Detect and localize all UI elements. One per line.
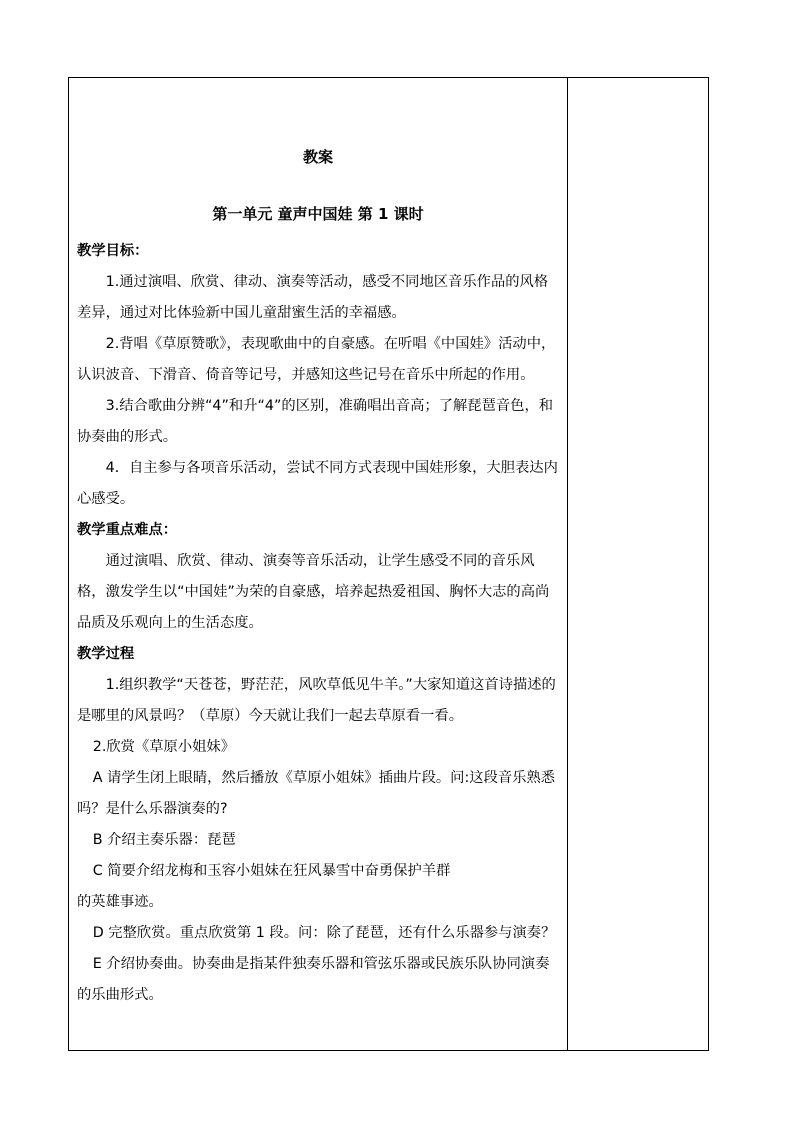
process-substep: C 简要介绍龙梅和玉容小姐妹在狂风暴雪中奋勇保护羊群 [92,863,451,879]
process-step: 2.欣赏《草原小姐妹》 [92,739,236,755]
process-substep: D 完整欣赏。重点欣赏第 1 段。问：除了琵琶，还有什么乐器参与演奏？ [92,925,556,941]
objective-item: 2.背唱《草原赞歌》，表现歌曲中的自豪感。在听唱《中国娃》活动中，认识波音、下滑音、倚音等记号，并感知这些记号在音乐中所起的作用。 [77,336,556,383]
objective-item: 3.结合歌曲分辨“4”和升“4”的区别，准确唱出音高；了解琵琶音色，和协奏曲的形式。 [77,398,554,445]
doc-title: 教案 [302,148,333,166]
lesson-plan-table [68,77,709,1051]
lesson-body [77,236,559,1011]
process-substep-continued: 的英雄事迹。 [77,894,163,910]
process-substep: E 介绍协奏曲。协奏曲是指某件独奏乐器和管弦乐器或民族乐队协同演奏的乐曲形式。 [77,956,550,1003]
process-substep: A 请学生闭上眼睛，然后播放《草原小姐妹》插曲片段。问:这段音乐熟悉吗？是什么乐器演奏的? [77,770,556,817]
objective-item: 4．自主参与各项音乐活动，尝试不同方式表现中国娃形象，大胆表达内心感受。 [77,460,558,507]
process-step: 1.组织教学“天苍苍，野茫茫，风吹草低见牛羊。”大家知道这首诗描述的是哪里的风景吗？（草原）今天就让我们一起去草原看一看。 [77,677,556,724]
objective-item: 1.通过演唱、欣赏、律动、演奏等活动，感受不同地区音乐作品的风格差异，通过对比体验新中国儿童甜蜜生活的幸福感。 [77,274,549,321]
process-heading: 教学过程 [77,646,135,662]
column-divider [567,78,568,1050]
doc-subtitle: 第一单元 童声中国娃 第 1 课时 [212,205,424,223]
keypoints-text: 通过演唱、欣赏、律动、演奏等音乐活动，让学生感受不同的音乐风格，激发学生以“中国娃”为荣的自豪感，培养起热爱祖国、胸怀大志的高尚品质及乐观向上的生活态度。 [77,553,550,631]
objectives-heading: 教学目标： [77,243,149,259]
process-substep: B 介绍主奏乐器：琵琶 [92,832,236,848]
keypoints-heading: 教学重点难点： [77,522,178,538]
